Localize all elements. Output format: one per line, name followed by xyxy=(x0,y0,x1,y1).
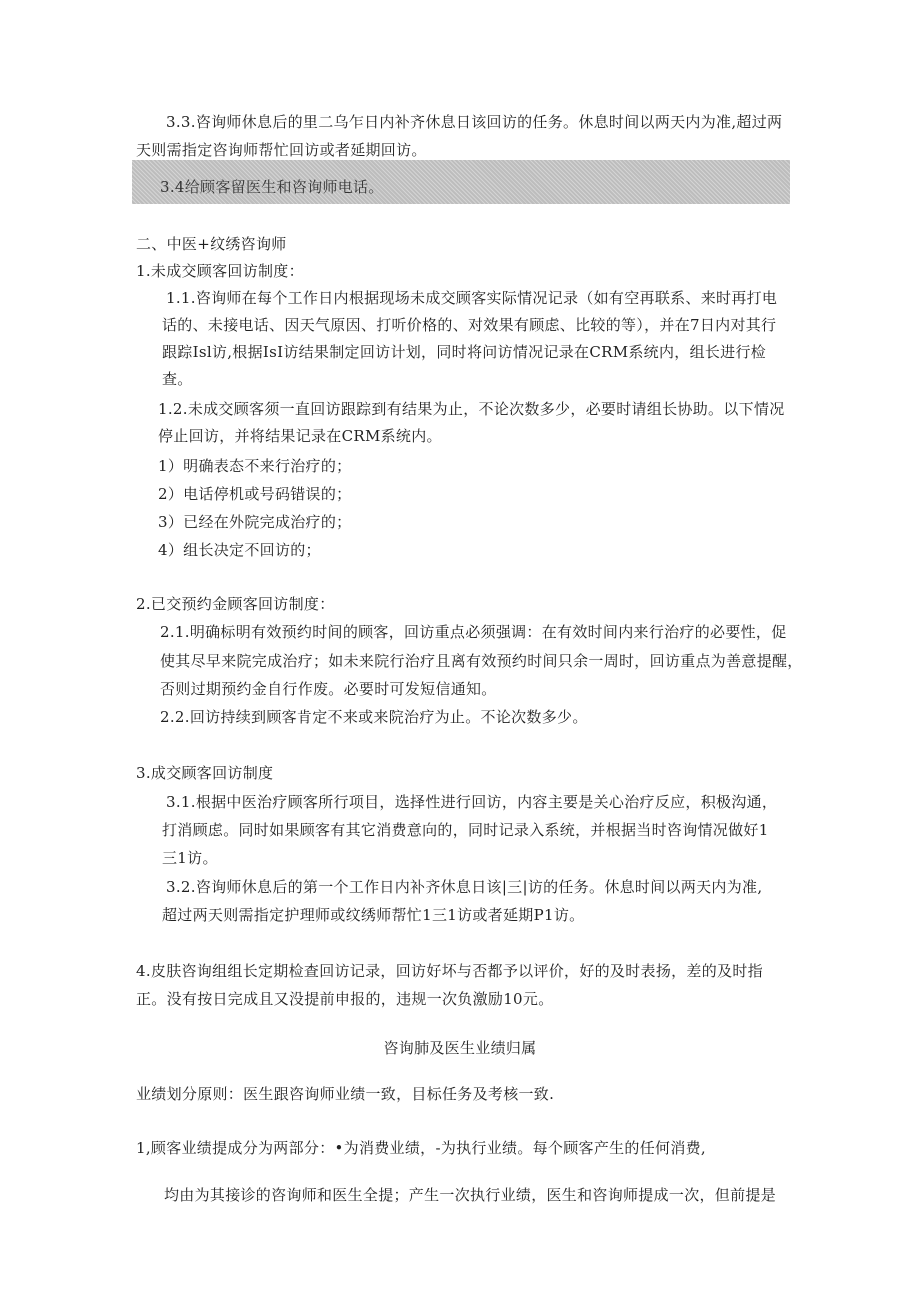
para-3-2-line-1: 3.2.咨询师休息后的第一个工作日内补齐休息日该|三|访的任务。休息时间以两天内为准, xyxy=(166,878,763,896)
performance-para-1-cont: 均由为其接诊的咨询师和医生全提；产生一次执行业绩，医生和咨询师提成一次，但前提是 xyxy=(164,1186,777,1204)
para-1-1-line-3: 跟踪Isl访,根据IsI访结果制定回访计划，同时将问访情况记录在CRM系统内，组长进行检 xyxy=(162,343,767,361)
heading-1: 1.未成交顾客回访制度： xyxy=(136,262,304,280)
para-2-2: 2.2.回访持续到顾客肯定不来或来院治疗为止。不论次数多少。 xyxy=(160,708,588,726)
para-1-2-line-2: 停止回访，并将结果记录在CRM系统内。 xyxy=(158,427,442,445)
para-3-4: 3.4给顾客留医生和咨询师电话。 xyxy=(160,178,384,196)
list-item-3: 3）已经在外院完成治疗的； xyxy=(158,513,352,531)
performance-para-1: 1,顾客业绩提成分为两部分：•为消费业绩，-为执行业绩。每个顾客产生的任何消费, xyxy=(136,1139,706,1157)
para-3-3-line-1: 3.3.咨询师休息后的里二乌乍日内补齐休息日该回访的任务。休息时间以两天内为准,超过两 xyxy=(166,113,783,131)
para-3-1-line-2: 打消顾虑。同时如果顾客有其它消费意向的，同时记录入系统，并根据当时咨询情况做好1 xyxy=(162,821,769,839)
para-2-1-line-1: 2.1.明确标明有效预约时间的顾客，回访重点必须强调：在有效时间内来行治疗的必要性，促 xyxy=(160,623,787,641)
para-3-1-line-3: 三1访。 xyxy=(162,849,218,867)
para-1-2-line-1: 1.2.未成交顾客须一直回访跟踪到有结果为止，不论次数多少，必要时请组长协助。以下情况 xyxy=(158,400,785,418)
performance-principle: 业绩划分原则：医生跟咨询师业绩一致，目标任务及考核一致. xyxy=(136,1085,555,1103)
para-1-1-line-2: 话的、未接电话、因天气原因、打听价格的、对效果有顾虑、比较的等），并在7日内对其行 xyxy=(162,316,777,334)
para-3-3-line-2: 天则需指定咨询师帮忙回访或者延期回访。 xyxy=(136,141,427,159)
para-2-1-line-3: 否则过期预约金自行作废。必要时可发短信通知。 xyxy=(160,680,497,698)
para-1-1-line-1: 1.1.咨询师在每个工作日内根据现场未成交顾客实际情况记录（如有空再联系、来时再打电 xyxy=(166,289,778,307)
para-1-1-line-4: 查。 xyxy=(162,370,193,388)
para-2-1-line-2: 使其尽早来院完成治疗；如未来院行治疗且离有效预约时间只余一周时，回访重点为善意提醒， xyxy=(160,652,803,670)
para-4-line-1: 4.皮肤咨询组组长定期检查回访记录，回访好坏与否都予以评价，好的及时表扬，差的及时指 xyxy=(136,962,763,980)
list-item-1: 1）明确表态不来行治疗的； xyxy=(158,457,352,475)
para-4-line-2: 正。没有按日完成且又没提前申报的，违规一次负激励10元。 xyxy=(136,990,554,1008)
list-item-2: 2）电话停机或号码错误的； xyxy=(158,485,352,503)
para-3-2-line-2: 超过两天则需指定护理师或纹绣师帮忙1三1访或者延期P1访。 xyxy=(162,906,585,924)
section-3-title: 咨询肺及医生业绩归属 xyxy=(383,1039,537,1057)
heading-2: 2.已交预约金顾客回访制度： xyxy=(136,595,335,613)
list-item-4: 4）组长决定不回访的； xyxy=(158,541,321,559)
section-2-title: 二、中医+纹绣咨询师 xyxy=(136,235,287,253)
heading-3: 3.成交顾客回访制度 xyxy=(136,764,274,782)
para-3-1-line-1: 3.1.根据中医治疗顾客所行项目，选择性进行回访，内容主要是关心治疗反应，积极沟通， xyxy=(166,793,778,811)
